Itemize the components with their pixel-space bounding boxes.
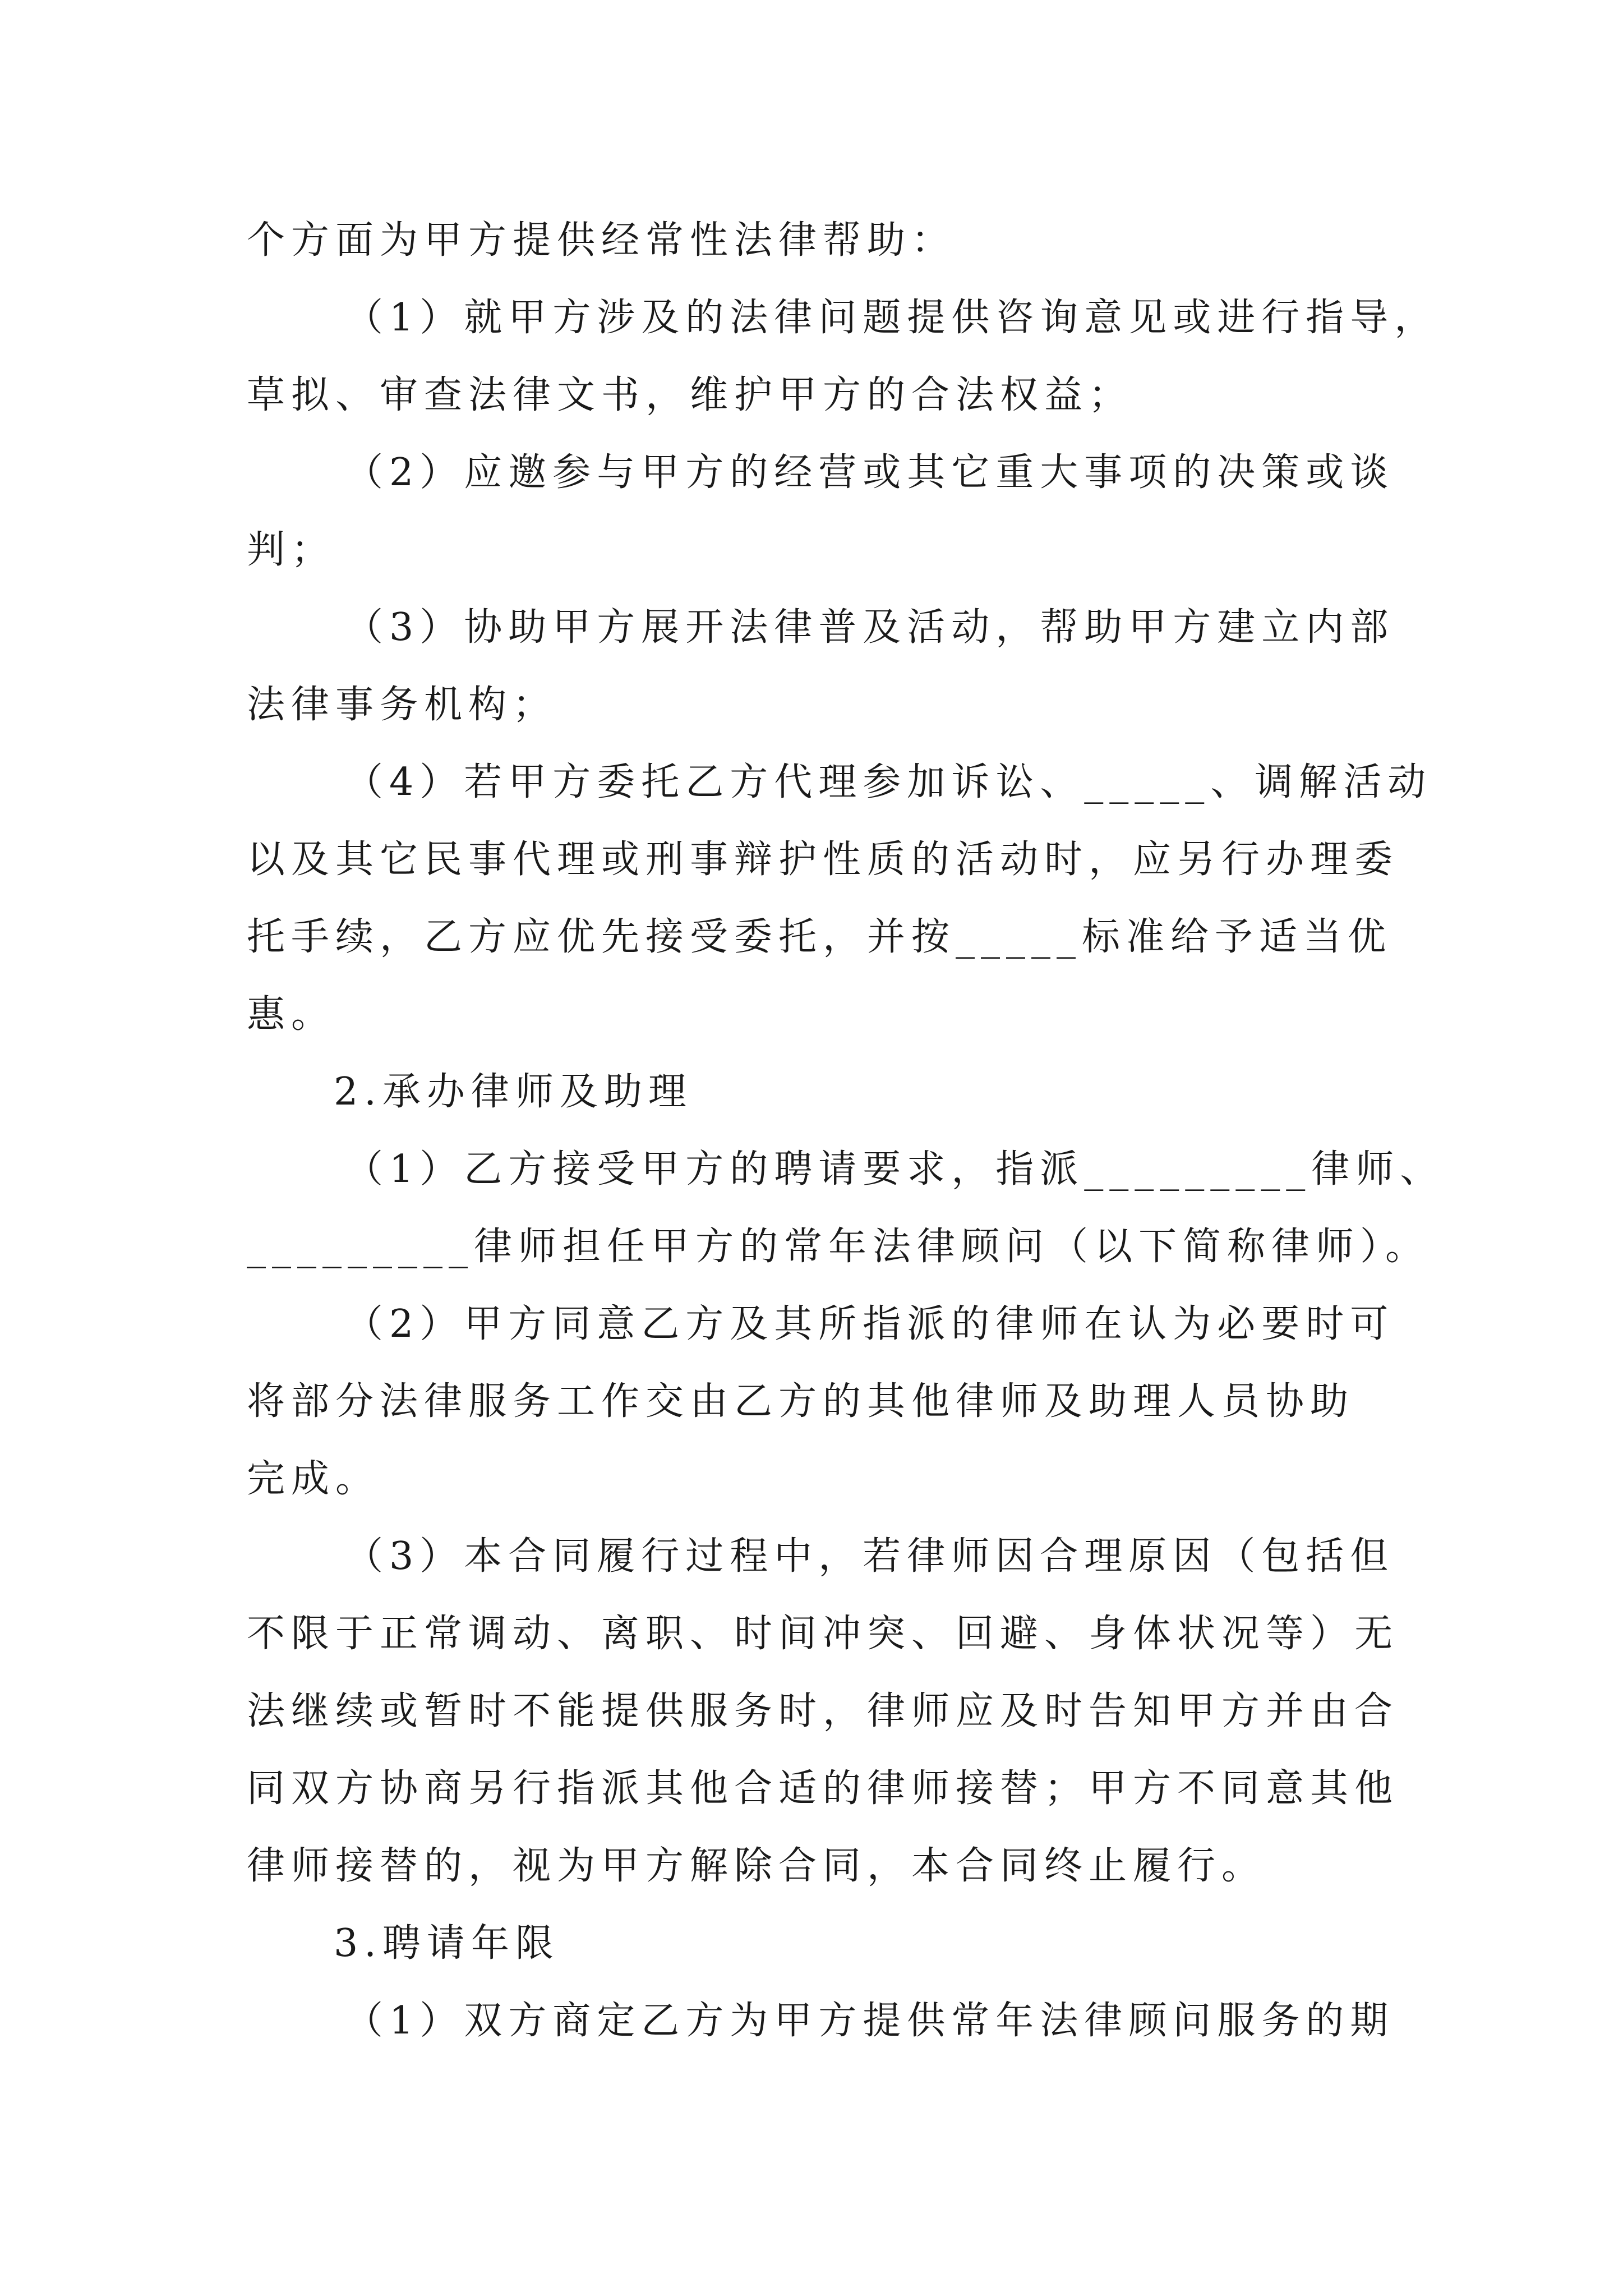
- text-line: 将部分法律服务工作交由乙方的其他律师及助理人员协助: [247, 1379, 1355, 1424]
- text-line: （4）若甲方委托乙方代理参加诉讼、_____、调解活动: [345, 760, 1432, 804]
- paragraph-continuation: [247, 202, 1391, 279]
- paragraph-replacement: [247, 1518, 1399, 1905]
- contract-body: [247, 202, 1445, 2060]
- text-line: _________律师担任甲方的常年法律顾问（以下简称律师）。: [247, 1225, 1430, 1269]
- text-line: 完成。: [247, 1457, 380, 1501]
- paragraph-item-4-litigation: [247, 744, 1432, 1053]
- text-line: 个方面为甲方提供经常性法律帮助：: [247, 218, 956, 263]
- text-line: 2.承办律师及助理: [334, 1070, 693, 1114]
- section-heading-term: [247, 1905, 1391, 1982]
- text-line: 惠。: [247, 992, 336, 1037]
- text-line: 以及其它民事代理或刑事辩护性质的活动时，应另行办理委: [247, 838, 1399, 882]
- paragraph-assigned-lawyers: [247, 1131, 1445, 1286]
- text-line: 同双方协商另行指派其他合适的律师接替；甲方不同意其他: [247, 1766, 1399, 1811]
- text-line: （2）甲方同意乙方及其所指派的律师在认为必要时可: [345, 1302, 1395, 1346]
- paragraph-item-1-consultation: [247, 279, 1439, 434]
- text-line: （2）应邀参与甲方的经营或其它重大事项的决策或谈: [345, 450, 1395, 495]
- text-line: 托手续，乙方应优先接受委托，并按_____标准给予适当优: [247, 915, 1393, 959]
- paragraph-item-3-legal-education: [247, 589, 1395, 744]
- text-line: 法律事务机构；: [247, 683, 557, 727]
- text-line: 判；: [247, 528, 336, 572]
- text-line: 3.聘请年限: [334, 1921, 560, 1966]
- text-line: 律师接替的，视为甲方解除合同，本合同终止履行。: [247, 1844, 1266, 1888]
- text-line: （1）乙方接受甲方的聘请要求，指派_________律师、: [345, 1147, 1445, 1191]
- text-line: 不限于正常调动、离职、时间冲突、回避、身体状况等）无: [247, 1612, 1399, 1656]
- text-line: （1）就甲方涉及的法律问题提供咨询意见或进行指导，: [345, 296, 1439, 340]
- text-line: 草拟、审查法律文书，维护甲方的合法权益；: [247, 373, 1133, 417]
- section-heading-lawyers: [247, 1053, 1391, 1131]
- paragraph-delegation: [247, 1286, 1395, 1518]
- paragraph-term-1: [247, 1982, 1395, 2060]
- text-line: （1）双方商定乙方为甲方提供常年法律顾问服务的期: [345, 1999, 1395, 2043]
- paragraph-item-2-negotiation: [247, 434, 1395, 589]
- text-line: （3）本合同履行过程中，若律师因合理原因（包括但: [345, 1534, 1395, 1579]
- text-line: （3）协助甲方展开法律普及活动，帮助甲方建立内部: [345, 605, 1395, 650]
- text-line: 法继续或暂时不能提供服务时，律师应及时告知甲方并由合: [247, 1689, 1399, 1733]
